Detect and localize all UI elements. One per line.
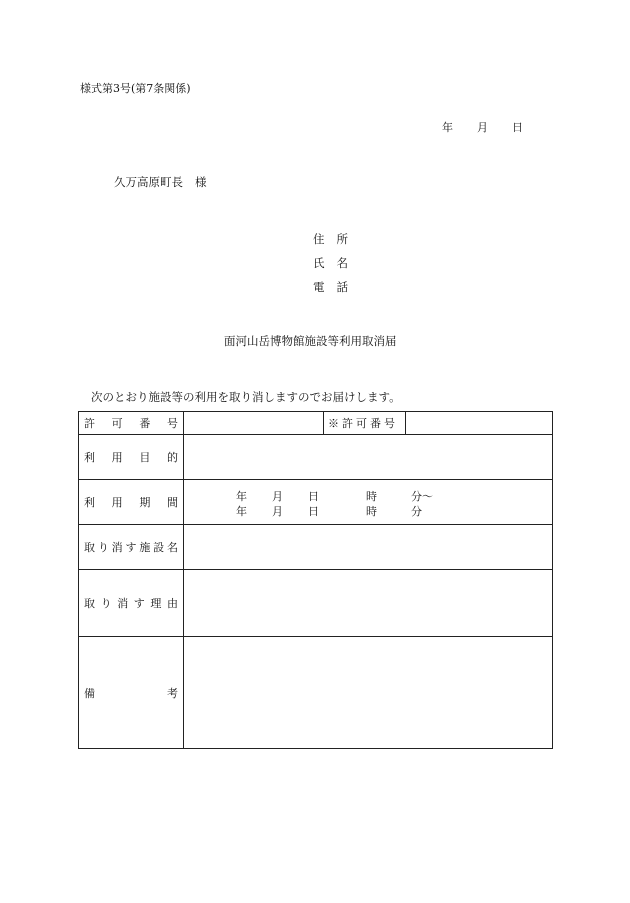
date-year-label: 年 xyxy=(442,121,453,134)
purpose-label: 利 用 目 的 xyxy=(79,435,184,480)
document-title: 面河山岳博物館施設等利用取消届 xyxy=(224,334,397,348)
permit-number-field[interactable] xyxy=(184,412,324,435)
reason-field[interactable] xyxy=(184,570,553,637)
facility-row xyxy=(79,525,553,570)
submission-date xyxy=(442,119,523,135)
date-month-label: 月 xyxy=(477,121,488,134)
remarks-label: 備 考 xyxy=(79,637,184,749)
purpose-row xyxy=(79,435,553,480)
applicant-address-label: 住 所 xyxy=(313,232,348,246)
purpose-field[interactable] xyxy=(184,435,553,480)
period-label: 利 用 期 間 xyxy=(79,480,184,525)
office-permit-number-label: ※許可番号 xyxy=(324,412,406,435)
permit-number-row xyxy=(79,412,553,435)
period-field[interactable]: 年 月 日 時 分〜 年 月 日 時 分 xyxy=(184,480,553,525)
form-number: 様式第3号(第7条関係) xyxy=(80,82,191,95)
facility-label: 取 り 消 す 施 設 名 xyxy=(79,525,184,570)
addressee-honorific: 様 xyxy=(195,175,207,189)
permit-number-label: 許 可 番 号 xyxy=(79,412,184,435)
applicant-name-label: 氏 名 xyxy=(313,256,348,270)
intro-text: 次のとおり施設等の利用を取り消しますのでお届けします。 xyxy=(91,390,401,404)
date-day-label: 日 xyxy=(512,121,523,134)
office-permit-number-field[interactable] xyxy=(406,412,553,435)
remarks-row xyxy=(79,637,553,749)
remarks-field[interactable] xyxy=(184,637,553,749)
reason-label: 取 り 消 す 理 由 xyxy=(79,570,184,637)
facility-field[interactable] xyxy=(184,525,553,570)
cancellation-form-table xyxy=(78,411,553,749)
period-row xyxy=(79,480,553,525)
applicant-phone-label: 電 話 xyxy=(313,280,348,294)
addressee-name: 久万高原町長 xyxy=(114,175,183,189)
addressee xyxy=(114,174,207,190)
reason-row xyxy=(79,570,553,637)
